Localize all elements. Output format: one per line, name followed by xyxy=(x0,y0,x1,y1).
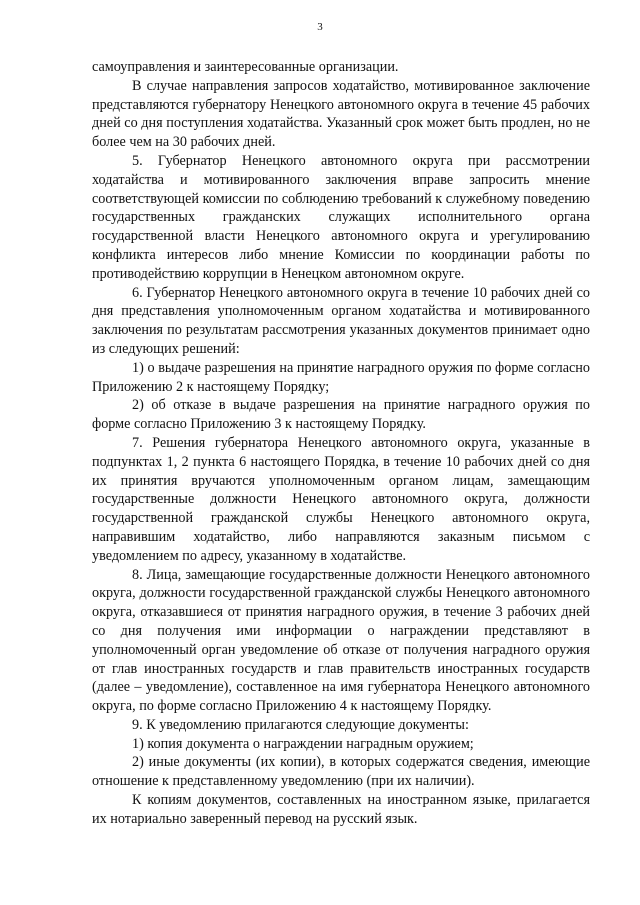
paragraph-item-9-sub-1: 1) копия документа о награждении наградным оружием; xyxy=(132,735,474,752)
paragraph-item-8: 8. Лица, замещающие государственные должности Ненецкого автономного округа, должности государственной гражданской службы Ненецкого автономного округа, отказавшиеся от принятия наградного оружия, в течение 3 рабочих дней со дня получения ими информации о награждении представляют в уполномоченный орган уведомление об отказе от получения наградного оружия от глав иностранных государств и глав правительств иностранных государств (далее – уведомление), составленное на имя губернатора Ненецкого автономного округа, по форме согласно Приложению 4 к настоящему Порядку. xyxy=(92,566,590,715)
paragraph-item-6-sub-2: 2) об отказе в выдаче разрешения на принятие наградного оружия по форме согласно Приложению 3 к настоящему Порядку. xyxy=(92,397,590,433)
paragraph-item-9: 9. К уведомлению прилагаются следующие документы: xyxy=(132,716,469,733)
document-body xyxy=(92,58,590,829)
paragraph-translation-note: К копиям документов, составленных на иностранном языке, прилагается их нотариально заверенный перевод на русский язык. xyxy=(92,792,590,827)
paragraph-request-deadline: В случае направления запросов ходатайство, мотивированное заключение представляются губернатору Ненецкого автономного округа в течение 45 рабочих дней со дня поступления ходатайства. Указанный срок может быть продлен, но не более чем на 30 рабочих дней. xyxy=(92,77,590,151)
paragraph-item-9-sub-2: 2) иные документы (их копии), в которых содержатся сведения, имеющие отношение к представленному уведомлению (при их наличии). xyxy=(92,754,590,790)
page-number: 3 xyxy=(317,21,323,33)
paragraph-item-5: 5. Губернатор Ненецкого автономного округа при рассмотрении ходатайства и мотивированного заключения вправе запросить мнение соответствующей комиссии по соблюдению требований к служебному поведению государственных гражданских служащих исполнительного органа государственной власти Ненецкого автономного округа и урегулированию конфликта интересов либо мнение Комиссии по координации работы по противодействию коррупции в Ненецком автономном округе. xyxy=(92,152,590,282)
paragraph-item-6-sub-1: 1) о выдаче разрешения на принятие наградного оружия по форме согласно Приложению 2 к настоящему Порядку; xyxy=(92,359,590,395)
paragraph-continuation: самоуправления и заинтересованные организации. xyxy=(92,59,399,75)
paragraph-item-7: 7. Решения губернатора Ненецкого автономного округа, указанные в подпунктах 1, 2 пункта 6 настоящего Порядка, в течение 10 рабочих дней со дня их принятия вручаются уполномоченным органом лицам, замещающим государственные должности Ненецкого автономного округа, должности государственной гражданской службы Ненецкого автономного округа, направившим ходатайство, либо направляются заказным письмом с уведомлением по адресу, указанному в ходатайстве. xyxy=(92,434,590,564)
paragraph-item-6: 6. Губернатор Ненецкого автономного округа в течение 10 рабочих дней со дня представления уполномоченным органом ходатайства и мотивированного заключения по результатам рассмотрения указанных документов принимает одно из следующих решений: xyxy=(92,284,590,357)
